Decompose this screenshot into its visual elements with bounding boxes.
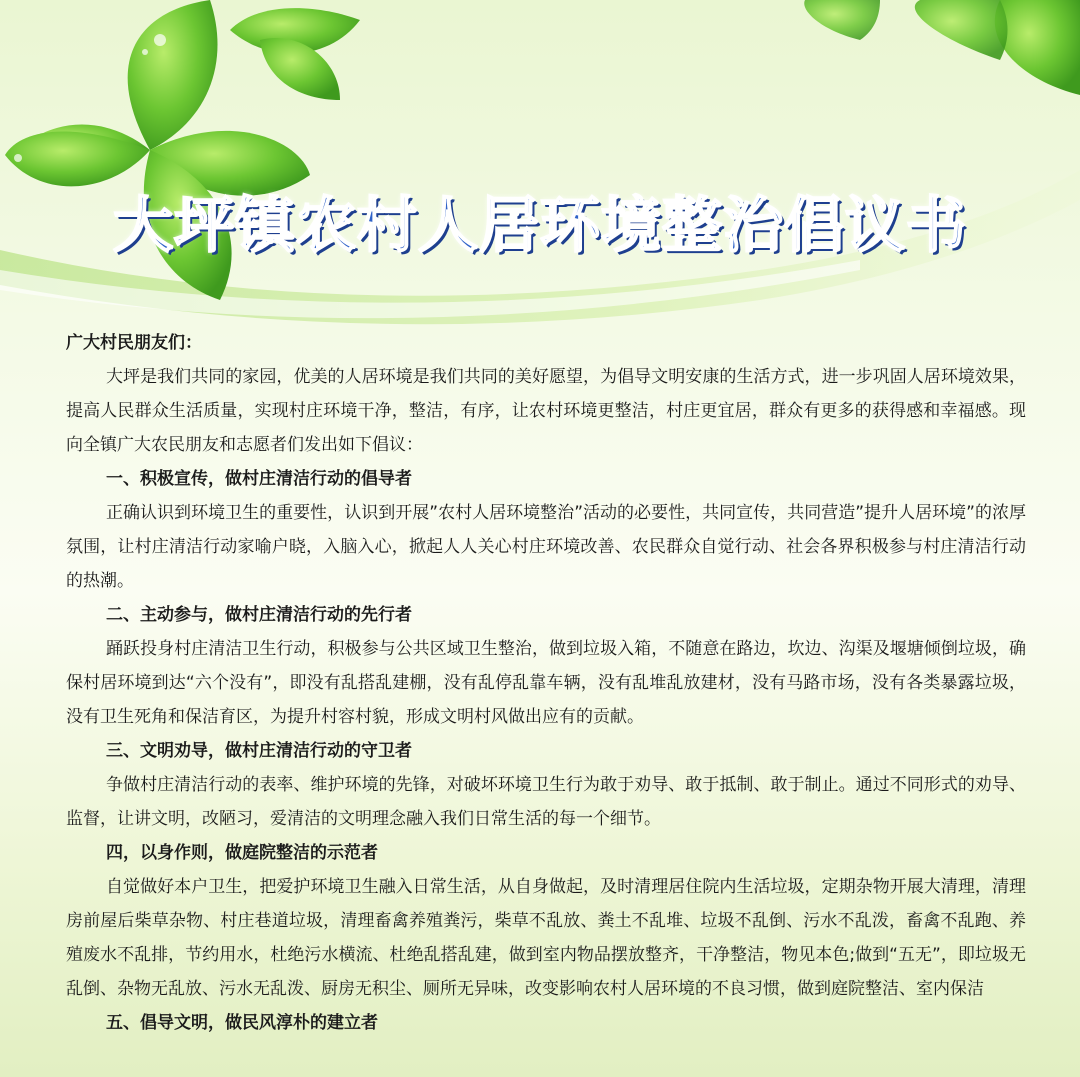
leaf-icon <box>804 0 1080 95</box>
section-paragraph: 争做村庄清洁行动的表率、维护环境的先锋，对破坏环境卫生行为敢于劝导、敢于抵制、敢于制止。通过不同形式的劝导、监督，让讲文明，改陋习，爱清洁的文明理念融入我们日常生活的每一个细节。 <box>66 775 1026 829</box>
leaf-decoration <box>0 0 1080 340</box>
section-heading: 三、文明劝导，做村庄清洁行动的守卫者 <box>106 741 412 761</box>
section-heading: 一、积极宣传，做村庄清洁行动的倡导者 <box>106 469 412 489</box>
section-heading: 五、倡导文明，做民风淳朴的建立者 <box>106 1013 378 1033</box>
greeting: 广大村民朋友们： <box>66 333 202 353</box>
intro-paragraph: 大坪是我们共同的家园，优美的人居环境是我们共同的美好愿望，为倡导文明安康的生活方式，进一步巩固人居环境效果，提高人民群众生活质量，实现村庄环境干净，整洁，有序，让农村环境更整洁，村庄更宜居，群众有更多的获得感和幸福感。现向全镇广大农民朋友和志愿者们发出如下倡议： <box>66 367 1026 455</box>
section-paragraph: 正确认识到环境卫生的重要性，认识到开展”农村人居环境整治”活动的必要性，共同宣传，共同营造”提升人居环境”的浓厚氛围，让村庄清洁行动家喻户晓，入脑入心，掀起人人关心村庄环境改善、农民群众自觉行动、社会各界积极参与村庄清洁行动的热潮。 <box>66 503 1026 591</box>
proposal-body <box>66 326 1026 1040</box>
section-paragraph: 自觉做好本户卫生，把爱护环境卫生融入日常生活，从自身做起，及时清理居住院内生活垃圾，定期杂物开展大清理，清理房前屋后柴草杂物、村庄巷道垃圾，清理畜禽养殖粪污，柴草不乱放、粪土不乱堆、垃圾不乱倒、污水不乱泼，畜禽不乱跑、养殖废水不乱排，节约用水，杜绝污水横流、杜绝乱搭乱建，做到室内物品摆放整齐，干净整洁，物见本色;做到“五无”，即垃圾无乱倒、杂物无乱放、污水无乱泼、厨房无积尘、厕所无异味，改变影响农村人居环境的不良习惯，做到庭院整洁、室内保洁 <box>66 877 1026 999</box>
poster-title: 大坪镇农村人居环境整治倡议书 <box>113 191 967 261</box>
section-heading: 四，以身作则，做庭院整洁的示范者 <box>106 843 378 863</box>
section-heading: 二、主动参与，做村庄清洁行动的先行者 <box>106 605 412 625</box>
section-paragraph: 踊跃投身村庄清洁卫生行动，积极参与公共区域卫生整治，做到垃圾入箱，不随意在路边，坎边、沟渠及堰塘倾倒垃圾，确保村居环境到达“六个没有”，即没有乱搭乱建棚，没有乱停乱靠车辆，没有乱堆乱放建材，没有马路市场，没有各类暴露垃圾，没有卫生死角和保洁育区，为提升村容村貌，形成文明村风做出应有的贡献。 <box>66 639 1026 727</box>
